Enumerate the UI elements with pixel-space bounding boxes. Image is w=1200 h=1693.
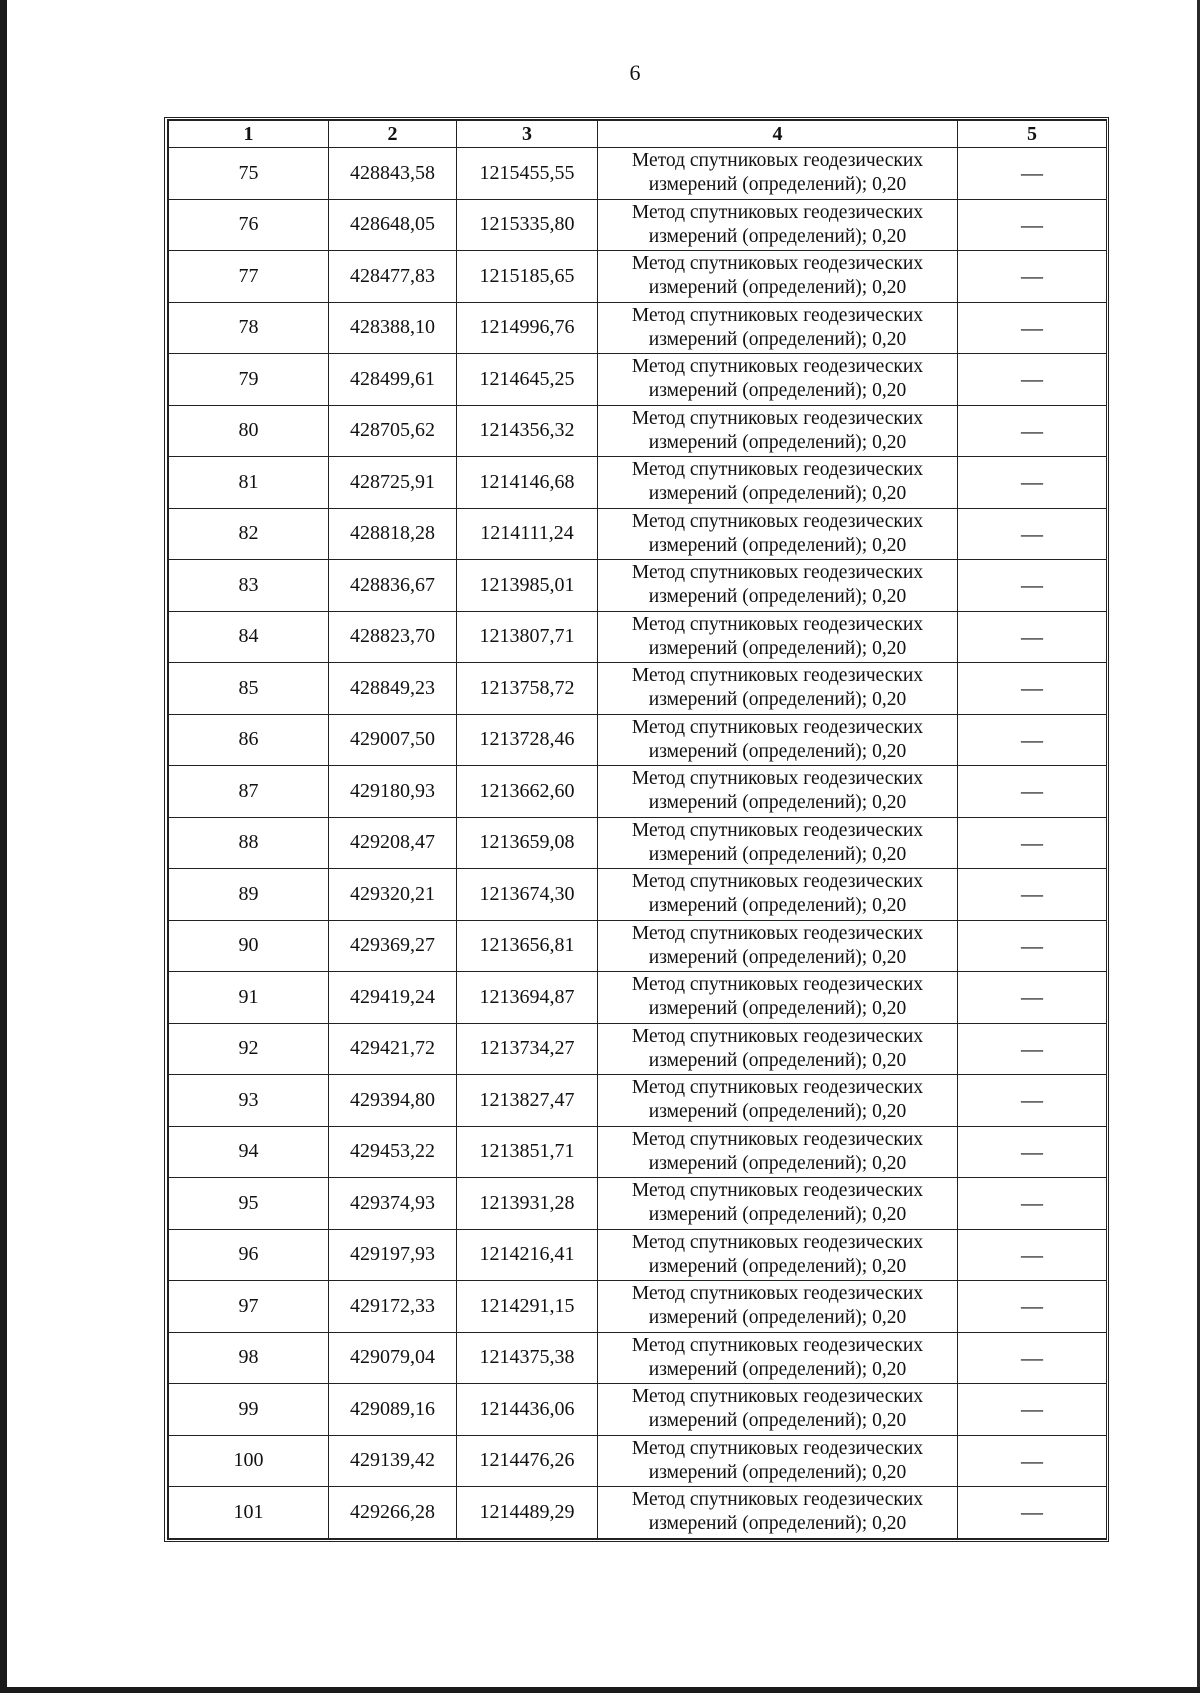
point-number-cell: 90: [169, 920, 329, 972]
col5-dash-cell: —: [958, 869, 1107, 921]
method-line-2: измерений (определений); 0,20: [648, 689, 907, 711]
col5-dash-cell: —: [958, 302, 1107, 354]
table-row: [169, 354, 1107, 406]
method-line-2: измерений (определений); 0,20: [648, 740, 907, 762]
method-cell: [598, 302, 958, 354]
point-number-cell: 100: [169, 1435, 329, 1487]
method-cell: [598, 1281, 958, 1333]
table-row: [169, 1126, 1107, 1178]
method-line-1: Метод спутниковых геодезических: [631, 613, 924, 635]
col5-dash-cell: —: [958, 457, 1107, 509]
table-row: [169, 1229, 1107, 1281]
table-row: [169, 920, 1107, 972]
point-number-cell: 79: [169, 354, 329, 406]
method-line-1: Метод спутниковых геодезических: [631, 665, 924, 687]
table-row: [169, 611, 1107, 663]
method-line-1: Метод спутниковых геодезических: [631, 1180, 924, 1202]
table-row: [169, 1023, 1107, 1075]
x-coordinate-cell: 429369,27: [329, 920, 457, 972]
point-number-cell: 94: [169, 1126, 329, 1178]
point-number-cell: 89: [169, 869, 329, 921]
y-coordinate-cell: 1213758,72: [457, 663, 598, 715]
method-line-1: Метод спутниковых геодезических: [631, 1489, 924, 1511]
method-cell: [598, 457, 958, 509]
method-cell: [598, 1023, 958, 1075]
point-number-cell: 96: [169, 1229, 329, 1281]
table-row: [169, 457, 1107, 509]
table-row: [169, 972, 1107, 1024]
x-coordinate-cell: 429266,28: [329, 1487, 457, 1539]
method-cell: [598, 1229, 958, 1281]
x-coordinate-cell: 429089,16: [329, 1384, 457, 1436]
point-number-cell: 91: [169, 972, 329, 1024]
y-coordinate-cell: 1214111,24: [457, 508, 598, 560]
method-cell: [598, 1487, 958, 1539]
col5-dash-cell: —: [958, 714, 1107, 766]
method-line-2: измерений (определений); 0,20: [648, 380, 907, 402]
method-line-2: измерений (определений); 0,20: [648, 328, 907, 350]
point-number-cell: 86: [169, 714, 329, 766]
table-row: [169, 817, 1107, 869]
x-coordinate-cell: 429421,72: [329, 1023, 457, 1075]
y-coordinate-cell: 1213985,01: [457, 560, 598, 612]
table-row: [169, 1178, 1107, 1230]
header-row: [169, 121, 1107, 148]
point-number-cell: 82: [169, 508, 329, 560]
col5-dash-cell: —: [958, 1229, 1107, 1281]
x-coordinate-cell: 428836,67: [329, 560, 457, 612]
method-line-2: измерений (определений); 0,20: [648, 895, 907, 917]
method-line-1: Метод спутниковых геодезических: [631, 1283, 924, 1305]
y-coordinate-cell: 1215335,80: [457, 199, 598, 251]
col5-dash-cell: —: [958, 1023, 1107, 1075]
scan-edge-bottom: [0, 1687, 1200, 1693]
point-number-cell: 77: [169, 251, 329, 303]
col5-dash-cell: —: [958, 560, 1107, 612]
method-line-2: измерений (определений); 0,20: [648, 277, 907, 299]
point-number-cell: 84: [169, 611, 329, 663]
method-line-1: Метод спутниковых геодезических: [631, 562, 924, 584]
method-line-2: измерений (определений); 0,20: [648, 1152, 907, 1174]
method-line-2: измерений (определений); 0,20: [648, 1513, 907, 1535]
method-line-2: измерений (определений); 0,20: [648, 1410, 907, 1432]
method-cell: [598, 1384, 958, 1436]
method-line-2: измерений (определений); 0,20: [648, 431, 907, 453]
table-row: [169, 302, 1107, 354]
method-line-2: измерений (определений); 0,20: [648, 1255, 907, 1277]
method-cell: [598, 611, 958, 663]
point-number-cell: 78: [169, 302, 329, 354]
col5-dash-cell: —: [958, 1075, 1107, 1127]
method-line-2: измерений (определений); 0,20: [648, 1204, 907, 1226]
col5-dash-cell: —: [958, 508, 1107, 560]
method-line-2: измерений (определений); 0,20: [648, 1101, 907, 1123]
method-cell: [598, 251, 958, 303]
table-row: [169, 148, 1107, 200]
method-line-1: Метод спутниковых геодезических: [631, 1128, 924, 1150]
method-cell: [598, 817, 958, 869]
method-line-1: Метод спутниковых геодезических: [631, 253, 924, 275]
y-coordinate-cell: 1214356,32: [457, 405, 598, 457]
y-coordinate-cell: 1214375,38: [457, 1332, 598, 1384]
method-line-1: Метод спутниковых геодезических: [631, 459, 924, 481]
y-coordinate-cell: 1214489,29: [457, 1487, 598, 1539]
method-line-1: Метод спутниковых геодезических: [631, 510, 924, 532]
x-coordinate-cell: 429208,47: [329, 817, 457, 869]
col5-dash-cell: —: [958, 1487, 1107, 1539]
method-cell: [598, 1126, 958, 1178]
x-coordinate-cell: 429172,33: [329, 1281, 457, 1333]
y-coordinate-cell: 1214476,26: [457, 1435, 598, 1487]
method-cell: [598, 766, 958, 818]
method-cell: [598, 1332, 958, 1384]
table-row: [169, 560, 1107, 612]
col5-dash-cell: —: [958, 766, 1107, 818]
point-number-cell: 97: [169, 1281, 329, 1333]
table-row: [169, 405, 1107, 457]
method-line-2: измерений (определений); 0,20: [648, 534, 907, 556]
coordinates-table-frame: [164, 117, 1109, 1542]
method-cell: [598, 1435, 958, 1487]
point-number-cell: 99: [169, 1384, 329, 1436]
header-col-1: 1: [169, 121, 329, 148]
col5-dash-cell: —: [958, 1332, 1107, 1384]
point-number-cell: 88: [169, 817, 329, 869]
col5-dash-cell: —: [958, 920, 1107, 972]
table-row: [169, 251, 1107, 303]
method-cell: [598, 663, 958, 715]
col5-dash-cell: —: [958, 817, 1107, 869]
table-row: [169, 1075, 1107, 1127]
y-coordinate-cell: 1213728,46: [457, 714, 598, 766]
header-col-3: 3: [457, 121, 598, 148]
y-coordinate-cell: 1214216,41: [457, 1229, 598, 1281]
col5-dash-cell: —: [958, 199, 1107, 251]
method-line-1: Метод спутниковых геодезических: [631, 1386, 924, 1408]
method-line-2: измерений (определений); 0,20: [648, 843, 907, 865]
header-col-2: 2: [329, 121, 457, 148]
table-row: [169, 1435, 1107, 1487]
x-coordinate-cell: 429139,42: [329, 1435, 457, 1487]
y-coordinate-cell: 1213851,71: [457, 1126, 598, 1178]
point-number-cell: 87: [169, 766, 329, 818]
table-row: [169, 1281, 1107, 1333]
coordinates-table: [168, 120, 1107, 1539]
method-line-1: Метод спутниковых геодезических: [631, 1437, 924, 1459]
method-line-1: Метод спутниковых геодезических: [631, 871, 924, 893]
x-coordinate-cell: 428648,05: [329, 199, 457, 251]
method-cell: [598, 869, 958, 921]
y-coordinate-cell: 1215455,55: [457, 148, 598, 200]
method-cell: [598, 405, 958, 457]
x-coordinate-cell: 428823,70: [329, 611, 457, 663]
y-coordinate-cell: 1214996,76: [457, 302, 598, 354]
x-coordinate-cell: 429079,04: [329, 1332, 457, 1384]
scan-edge-left: [0, 0, 7, 1693]
table-row: [169, 1487, 1107, 1539]
method-line-2: измерений (определений); 0,20: [648, 637, 907, 659]
point-number-cell: 101: [169, 1487, 329, 1539]
point-number-cell: 81: [169, 457, 329, 509]
y-coordinate-cell: 1214436,06: [457, 1384, 598, 1436]
col5-dash-cell: —: [958, 663, 1107, 715]
y-coordinate-cell: 1213694,87: [457, 972, 598, 1024]
x-coordinate-cell: 428818,28: [329, 508, 457, 560]
point-number-cell: 83: [169, 560, 329, 612]
x-coordinate-cell: 428725,91: [329, 457, 457, 509]
table-row: [169, 714, 1107, 766]
method-line-1: Метод спутниковых геодезических: [631, 1334, 924, 1356]
table-row: [169, 869, 1107, 921]
method-line-1: Метод спутниковых геодезических: [631, 1077, 924, 1099]
method-line-2: измерений (определений); 0,20: [648, 1049, 907, 1071]
x-coordinate-cell: 429374,93: [329, 1178, 457, 1230]
y-coordinate-cell: 1214146,68: [457, 457, 598, 509]
table-row: [169, 663, 1107, 715]
method-line-2: измерений (определений); 0,20: [648, 1461, 907, 1483]
col5-dash-cell: —: [958, 405, 1107, 457]
method-line-1: Метод спутниковых геодезических: [631, 1025, 924, 1047]
table-row: [169, 766, 1107, 818]
method-line-1: Метод спутниковых геодезических: [631, 819, 924, 841]
table-body: [169, 148, 1107, 1539]
method-line-2: измерений (определений); 0,20: [648, 483, 907, 505]
col5-dash-cell: —: [958, 251, 1107, 303]
method-line-2: измерений (определений); 0,20: [648, 946, 907, 968]
col5-dash-cell: —: [958, 1384, 1107, 1436]
y-coordinate-cell: 1213674,30: [457, 869, 598, 921]
method-line-1: Метод спутниковых геодезических: [631, 1231, 924, 1253]
y-coordinate-cell: 1213662,60: [457, 766, 598, 818]
method-cell: [598, 354, 958, 406]
x-coordinate-cell: 429180,93: [329, 766, 457, 818]
x-coordinate-cell: 429007,50: [329, 714, 457, 766]
col5-dash-cell: —: [958, 1178, 1107, 1230]
y-coordinate-cell: 1213656,81: [457, 920, 598, 972]
x-coordinate-cell: 428849,23: [329, 663, 457, 715]
method-line-2: измерений (определений); 0,20: [648, 1358, 907, 1380]
y-coordinate-cell: 1213659,08: [457, 817, 598, 869]
y-coordinate-cell: 1213827,47: [457, 1075, 598, 1127]
x-coordinate-cell: 429453,22: [329, 1126, 457, 1178]
col5-dash-cell: —: [958, 1435, 1107, 1487]
method-cell: [598, 972, 958, 1024]
header-col-5: 5: [958, 121, 1107, 148]
method-cell: [598, 1178, 958, 1230]
method-line-2: измерений (определений); 0,20: [648, 792, 907, 814]
x-coordinate-cell: 428477,83: [329, 251, 457, 303]
y-coordinate-cell: 1213807,71: [457, 611, 598, 663]
method-cell: [598, 920, 958, 972]
col5-dash-cell: —: [958, 1126, 1107, 1178]
method-line-1: Метод спутниковых геодезических: [631, 922, 924, 944]
point-number-cell: 93: [169, 1075, 329, 1127]
table-header: [169, 121, 1107, 148]
method-cell: [598, 199, 958, 251]
col5-dash-cell: —: [958, 611, 1107, 663]
col5-dash-cell: —: [958, 972, 1107, 1024]
point-number-cell: 80: [169, 405, 329, 457]
method-line-1: Метод спутниковых геодезических: [631, 150, 924, 172]
method-line-2: измерений (определений); 0,20: [648, 174, 907, 196]
method-cell: [598, 1075, 958, 1127]
x-coordinate-cell: 429394,80: [329, 1075, 457, 1127]
table-row: [169, 1384, 1107, 1436]
x-coordinate-cell: 428499,61: [329, 354, 457, 406]
point-number-cell: 98: [169, 1332, 329, 1384]
col5-dash-cell: —: [958, 1281, 1107, 1333]
table-row: [169, 199, 1107, 251]
method-cell: [598, 148, 958, 200]
method-line-1: Метод спутниковых геодезических: [631, 716, 924, 738]
method-line-1: Метод спутниковых геодезических: [631, 201, 924, 223]
x-coordinate-cell: 428388,10: [329, 302, 457, 354]
col5-dash-cell: —: [958, 354, 1107, 406]
point-number-cell: 75: [169, 148, 329, 200]
table-row: [169, 1332, 1107, 1384]
page-number: 6: [629, 60, 641, 85]
col5-dash-cell: —: [958, 148, 1107, 200]
point-number-cell: 92: [169, 1023, 329, 1075]
method-line-2: измерений (определений); 0,20: [648, 1307, 907, 1329]
y-coordinate-cell: 1214645,25: [457, 354, 598, 406]
x-coordinate-cell: 429419,24: [329, 972, 457, 1024]
method-cell: [598, 560, 958, 612]
point-number-cell: 85: [169, 663, 329, 715]
x-coordinate-cell: 428843,58: [329, 148, 457, 200]
x-coordinate-cell: 429320,21: [329, 869, 457, 921]
y-coordinate-cell: 1214291,15: [457, 1281, 598, 1333]
method-line-2: измерений (определений); 0,20: [648, 998, 907, 1020]
point-number-cell: 95: [169, 1178, 329, 1230]
method-line-1: Метод спутниковых геодезических: [631, 974, 924, 996]
method-line-1: Метод спутниковых геодезических: [631, 304, 924, 326]
x-coordinate-cell: 428705,62: [329, 405, 457, 457]
x-coordinate-cell: 429197,93: [329, 1229, 457, 1281]
method-line-1: Метод спутниковых геодезических: [631, 356, 924, 378]
y-coordinate-cell: 1213931,28: [457, 1178, 598, 1230]
method-line-2: измерений (определений); 0,20: [648, 586, 907, 608]
method-line-2: измерений (определений); 0,20: [648, 225, 907, 247]
y-coordinate-cell: 1215185,65: [457, 251, 598, 303]
point-number-cell: 76: [169, 199, 329, 251]
y-coordinate-cell: 1213734,27: [457, 1023, 598, 1075]
header-col-4: 4: [598, 121, 958, 148]
method-line-1: Метод спутниковых геодезических: [631, 768, 924, 790]
method-cell: [598, 714, 958, 766]
method-cell: [598, 508, 958, 560]
table-row: [169, 508, 1107, 560]
method-line-1: Метод спутниковых геодезических: [631, 407, 924, 429]
